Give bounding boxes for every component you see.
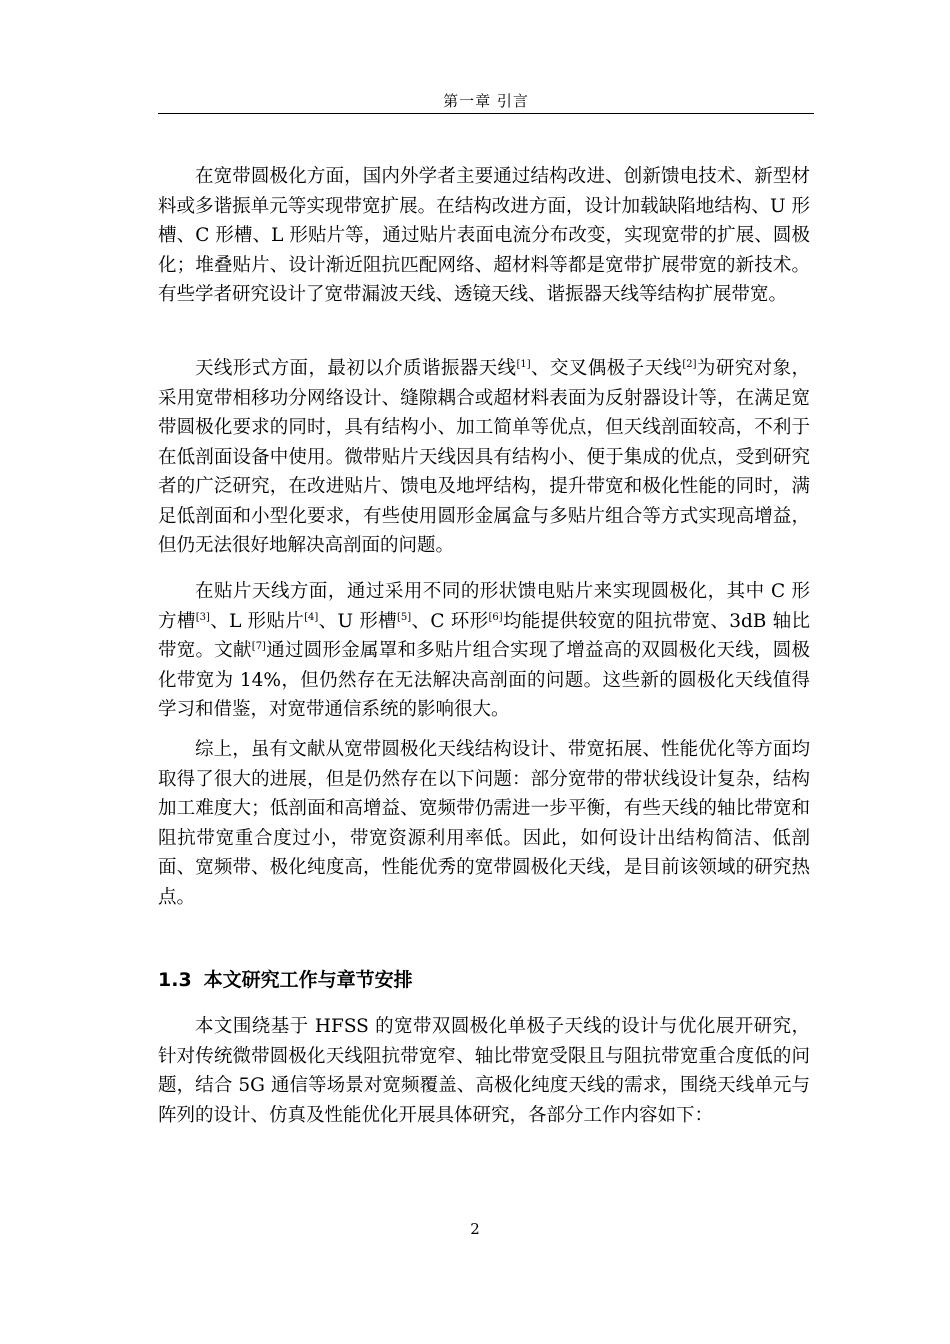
paragraph-text: 在贴片天线方面，通过采用不同的形状馈电贴片来实现圆极化，其中 C 形方槽 xyxy=(158,581,810,632)
paragraph-text: 综上，虽有文献从宽带圆极化天线结构设计、带宽拓展、性能优化等方面均取得了很大的进展，但是仍然存在以下问题：部分宽带的带状线设计复杂，结构加工难度大；低剖面和高增益、宽频带仍需进一步平衡，有些天线的轴比带宽和阻抗带宽重合度过小，带宽资源利用率低。因此，如何设计出结构简洁、低剖面、宽频带、极化纯度高，性能优秀的宽带圆极化天线，是目前该领域的研究热点。 xyxy=(158,739,810,908)
paragraph-text: 均能提供较宽的阻抗带宽、3dB 轴比带宽。文献 xyxy=(158,610,810,661)
citation-ref: [1] xyxy=(516,359,531,370)
citation-ref: [7] xyxy=(251,641,266,652)
section-number: 1.3 xyxy=(158,969,192,991)
paragraph-broadband-cp xyxy=(158,162,810,310)
paragraph-text: 、交叉偶极子天线 xyxy=(530,358,683,379)
header-rule xyxy=(158,113,814,114)
paragraph-research-work xyxy=(158,1012,810,1130)
citation-ref: [4] xyxy=(304,611,319,623)
paragraph-summary xyxy=(158,735,810,912)
citation-ref: [5] xyxy=(397,611,412,623)
paragraph-antenna-forms xyxy=(158,354,810,561)
paragraph-text: 、L 形贴片 xyxy=(209,610,305,632)
paragraph-patch-antenna xyxy=(158,577,810,725)
citation-ref: [6] xyxy=(488,611,503,623)
paragraph-text: 天线形式方面，最初以介质谐振器天线 xyxy=(195,358,517,379)
citation-ref: [3] xyxy=(195,611,210,623)
paragraph-text: 本文围绕基于 HFSS 的宽带双圆极化单极子天线的设计与优化展开研究，针对传统微带圆极化天线阻抗带宽窄、轴比带宽受限且与阻抗带宽重合度低的问题，结合 5G 通信等场景对宽频覆盖、高极化纯度天线的需求，围绕天线单元与阵列的设计、仿真及性能优化开展具体研究，各部分工作内容如下： xyxy=(158,1016,810,1126)
paragraph-text: 在宽带圆极化方面，国内外学者主要通过结构改进、创新馈电技术、新型材料或多谐振单元等实现带宽扩展。在结构改进方面，设计加载缺陷地结构、U 形槽、C 形槽、L 形贴片等，通过贴片表面电流分布改变，实现宽带的扩展、圆极化；堆叠贴片、设计渐近阻抗匹配网络、超材料等都是宽带扩展带宽的新技术。有些学者研究设计了宽带漏波天线、透镜天线、谐振器天线等结构扩展带宽。 xyxy=(158,166,810,305)
section-title: 本文研究工作与章节安排 xyxy=(203,969,413,991)
page-number: 2 xyxy=(470,1220,480,1238)
paragraph-text: 、C 环形 xyxy=(411,610,489,632)
paragraph-text: 、U 形槽 xyxy=(318,610,398,632)
paragraph-text: 通过圆形金属罩和多贴片组合实现了增益高的双圆极化天线，圆极化带宽为 14%，但仍然存在无法解决高剖面的问题。这些新的圆极化天线值得学习和借鉴，对宽带通信系统的影响很大。 xyxy=(158,640,810,720)
paragraph-text: 为研究对象，采用宽带相移功分网络设计、缝隙耦合或超材料表面为反射器设计等，在满足宽带圆极化要求的同时，具有结构小、加工简单等优点，但天线剖面较高，不利于在低剖面设备中使用。微带贴片天线因具有结构小、便于集成的优点，受到研究者的广泛研究，在改进贴片、馈电及地坪结构，提升带宽和极化性能的同时，满足低剖面和小型化要求，有些使用圆形金属盒与多贴片组合等方式实现高增益，但仍无法很好地解决高剖面的问题。 xyxy=(158,358,810,556)
running-header: 第一章 引言 xyxy=(443,92,529,110)
section-heading xyxy=(158,966,413,994)
citation-ref: [2] xyxy=(682,359,697,370)
